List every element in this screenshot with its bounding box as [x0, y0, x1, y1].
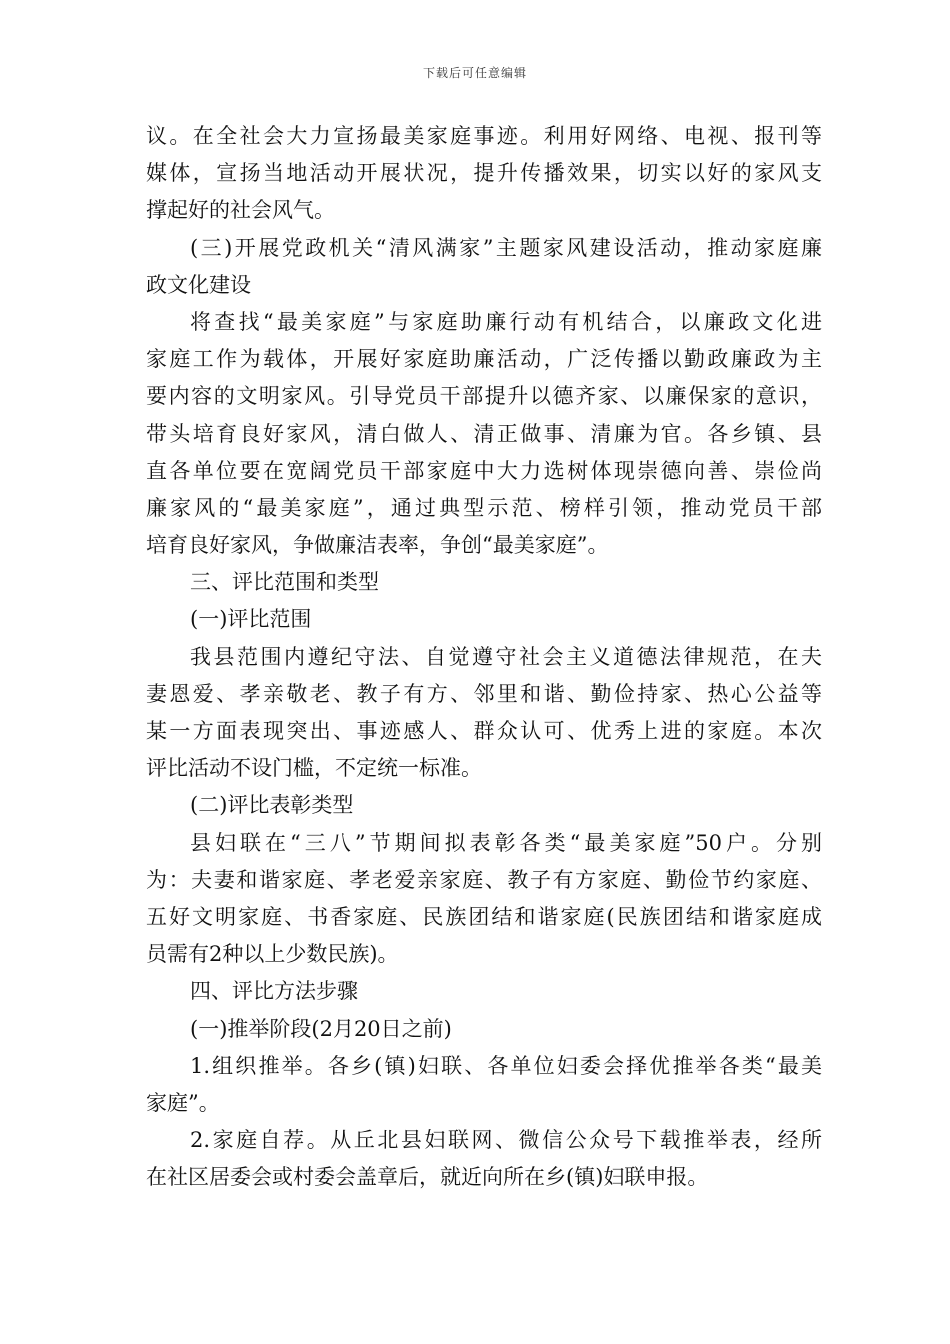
- text-line: 为：夫妻和谐家庭、孝老爱亲家庭、教子有方家庭、勤俭节约家庭、: [146, 867, 822, 892]
- text-line: 将查找“最美家庭”与家庭助廉行动有机结合，以廉政文化进: [190, 309, 822, 334]
- text-line: 在社区居委会或村委会盖章后，就近向所在乡(镇)妇联申报。: [146, 1165, 709, 1190]
- text-line: 廉家风的“最美家庭”，通过典型示范、榜样引领，推动党员干部: [146, 495, 822, 520]
- text-line: 三、评比范围和类型: [190, 570, 379, 595]
- text-line: 媒体，宣扬当地活动开展状况，提升传播效果，切实以好的家风支: [146, 161, 822, 186]
- text-line: (二)评比表彰类型: [190, 793, 354, 818]
- text-line: (一)推举阶段(2月20日之前): [190, 1016, 452, 1041]
- text-line: 某一方面表现突出、事迹感人、群众认可、优秀上进的家庭。本次: [146, 719, 822, 743]
- text-line: 县妇联在“三八”节期间拟表彰各类“最美家庭”50户。分别: [190, 830, 822, 855]
- text-line: 员需有2种以上少数民族)。: [146, 942, 399, 967]
- text-line: 五好文明家庭、书香家庭、民族团结和谐家庭(民族团结和谐家庭成: [146, 904, 822, 929]
- document-body: [146, 118, 822, 1196]
- text-line: 我县范围内遵纪守法、自觉遵守社会主义道德法律规范，在夫: [190, 644, 822, 669]
- text-line: 直各单位要在宽阔党员干部家庭中大力选树体现崇德向善、崇俭尚: [146, 458, 822, 483]
- text-line: 带头培育良好家风，清白做人、清正做事、清廉为官。各乡镇、县: [146, 421, 822, 446]
- text-line: 要内容的文明家风。引导党员干部提升以德齐家、以廉保家的意识，: [146, 384, 822, 409]
- text-line: 撑起好的社会风气。: [146, 198, 335, 223]
- text-line: 评比活动不设门槛，不定统一标准。: [146, 756, 482, 781]
- text-line: 2.家庭自荐。从丘北县妇联网、微信公众号下载推举表，经所: [190, 1128, 822, 1153]
- text-line: (三)开展党政机关“清风满家”主题家风建设活动，推动家庭廉: [190, 235, 822, 260]
- text-line: 四、评比方法步骤: [190, 979, 358, 1004]
- text-line: 家庭工作为载体，开展好家庭助廉活动，广泛传播以勤政廉政为主: [146, 347, 822, 372]
- page-header: 下载后可任意编辑: [422, 66, 527, 80]
- text-line: 政文化建设: [146, 272, 251, 297]
- text-line: 家庭”。: [146, 1090, 220, 1115]
- text-line: 1.组织推举。各乡(镇)妇联、各单位妇委会择优推举各类“最美: [190, 1053, 822, 1078]
- text-line: 妻恩爱、孝亲敬老、教子有方、邻里和谐、勤俭持家、热心公益等: [146, 681, 822, 706]
- text-line: 议。在全社会大力宣扬最美家庭事迹。利用好网络、电视、报刊等: [146, 124, 822, 148]
- text-line: 培育良好家风，争做廉洁表率，争创“最美家庭”。: [146, 533, 609, 558]
- text-line: (一)评比范围: [190, 607, 312, 632]
